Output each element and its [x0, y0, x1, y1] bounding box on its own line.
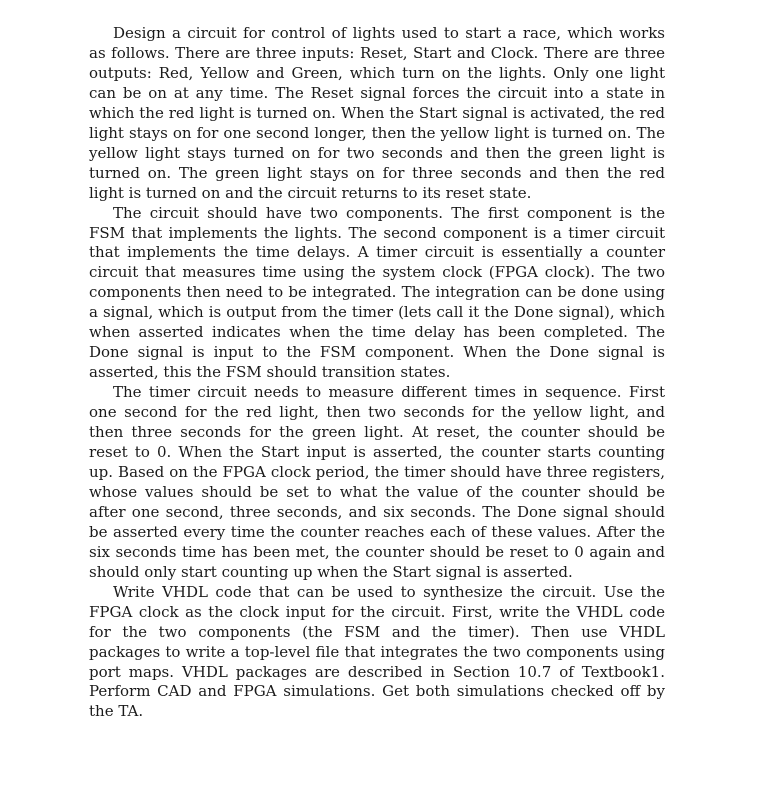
- paragraph-race-light-spec: Design a circuit for control of lights used to start a race, which works as follows. There are three inputs: Reset, Start and Clock. There are three outputs: Red, Yellow and Green, which turn on the lights. Only one light can be on at any time. The Reset signal forces the circuit into a state in which the red light is turned on. When the Start signal is activated, the red light stays on for one second longer, then the yellow light is turned on. The yellow light stays turned on for two seconds and then the green light is turned on. The green light stays on for three seconds and then the red light is turned on and the circuit returns to its reset state.: [89, 24, 665, 202]
- paragraph-timer: The timer circuit needs to measure different times in sequence. First one second for the red light, then two seconds for the yellow light, and then three seconds for the green light. At reset, the counter should be reset to 0. When the Start input is asserted, the counter starts counting up. Based on the FPGA clock period, the timer should have three registers, whose values should be set to what the value of the counter should be after one second, three seconds, and six seconds. The Done signal should be asserted every time the counter reaches each of these values. After the six seconds time has been met, the counter should be reset to 0 again and should only start counting up when the Start signal is asserted.: [89, 383, 665, 581]
- paragraph-components: The circuit should have two components. The first component is the FSM that implements the lights. The second component is a timer circuit that implements the time delays. A timer circuit is essentially a counter circuit that measures time using the system clock (FPGA clock). The two components then need to be integrated. The integration can be done using a signal, which is output from the timer (lets call it the Done signal), which when asserted indicates when the time delay has been completed. The Done signal is input to the FSM component. When the Done signal is asserted, this the FSM should transition states.: [89, 203, 665, 382]
- document-page: [89, 24, 665, 722]
- paragraph-vhdl-task: Write VHDL code that can be used to synthesize the circuit. Use the FPGA clock as the clock input for the circuit. First, write the VHDL code for the two components (the FSM and the timer). Then use VHDL packages to write a top-level file that integrates the two components using port maps. VHDL packages are described in Section 10.7 of Textbook1. Perform CAD and FPGA simulations. Get both simulations checked off by the TA.: [89, 582, 665, 721]
